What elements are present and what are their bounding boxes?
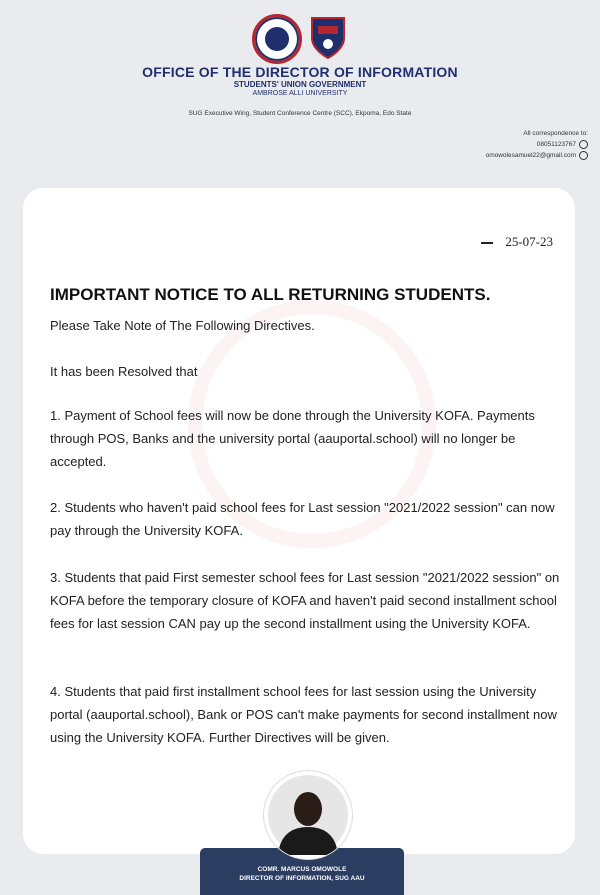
office-title: OFFICE OF THE DIRECTOR OF INFORMATION (142, 64, 458, 80)
office-address: SUG Executive Wing, Student Conference Centre (SCC), Ekpoma, Edo State (188, 110, 412, 117)
notice-date (481, 234, 553, 250)
date-text: 25-07-23 (505, 234, 553, 249)
notice-card (23, 188, 575, 854)
whatsapp-icon (579, 140, 588, 149)
person-photo (268, 775, 348, 855)
government-name: STUDENTS' UNION GOVERNMENT (233, 80, 367, 89)
directive-3: 3. Students that paid First semester school fees for Last session "2021/2022 session" on KOFA before the temporary closure of KOFA and haven't paid second installment school fees for last session CAN pay up the second installment using the University KOFA. (50, 570, 560, 631)
logos (0, 14, 600, 64)
signatory-role: DIRECTOR OF INFORMATION, SUG AAU (239, 875, 365, 882)
directive-1: 1. Payment of School fees will now be done through the University KOFA. Payments through POS, Banks and the university portal (aauportal.school) will no longer be accepted. (50, 408, 535, 469)
contact-block (486, 128, 588, 161)
notice-intro: Please Take Note of The Following Directives. (50, 318, 315, 333)
directive-2: 2. Students who haven't paid school fees for Last session "2021/2022 session" can now pay through the University KOFA. (50, 500, 555, 538)
signatory-avatar (264, 771, 352, 859)
mail-icon (579, 151, 588, 160)
email-address: omowolesamuel22@gmail.com (485, 152, 576, 159)
university-name: AMBROSE ALLI UNIVERSITY (252, 90, 348, 97)
resolved-line: It has been Resolved that (50, 364, 198, 379)
notice-heading: IMPORTANT NOTICE TO ALL RETURNING STUDENTS. (50, 285, 491, 304)
sug-shield-logo (308, 14, 348, 60)
university-seal-logo (252, 14, 302, 64)
directive-4: 4. Students that paid first installment school fees for last session using the University portal (aauportal.school), Bank or POS can't make payments for second installment now using the University KOFA. Further Directives will be given. (50, 684, 557, 745)
phone-number: 08051123767 (536, 141, 576, 148)
signatory-name: COMR. MARCUS OMOWOLE (257, 866, 347, 873)
contact-label: All correspondence to: (523, 130, 588, 137)
